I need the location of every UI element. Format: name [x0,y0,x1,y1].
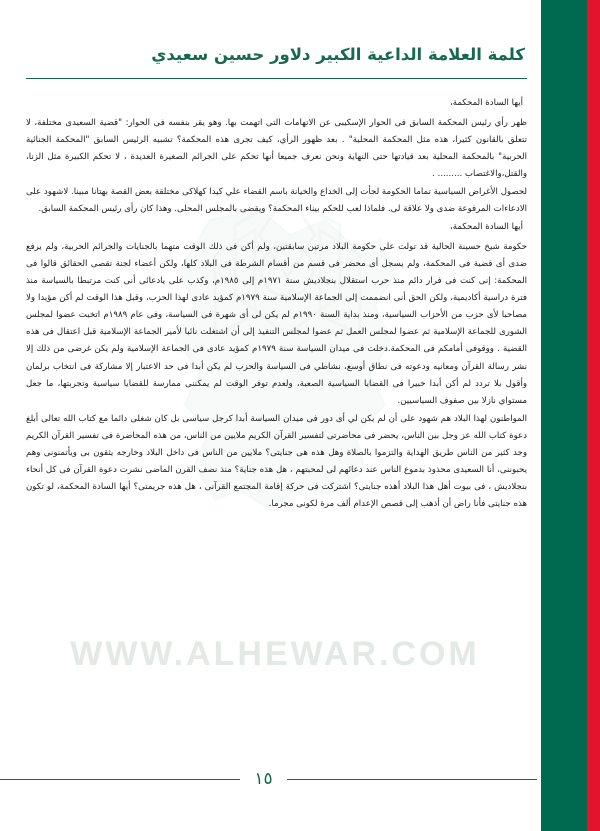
paragraph-4: المواطنون لهذا البلاد هم شهود على أن لم يكن لي أى دور فى ميدان السياسة أبدا كرجل سياسى بل كان شغلى دائما مع كتاب الله تعالى أبلغ دعوة كتاب الله عز وجل بين الناس، يحضر فى محاضرتى لتفسير القرآن الكريم ملايين من الناس، من هذه المحاضرة فى تفسير القرآن الكريم وجد كثير من الناس طريق الهداية والتزموا بالصلاة وهل هذه هى جنايتى؟ ملايين من الناس فى داخل البلاد وخارجه يثقون بى ويأتمنونى وهم يحبوننى، أنا السعيدى محذوذ بدموع الناس عند دعائهم لى لمحبتهم ، هل هذه جناية؟ منذ نصف القرن الماضى نشرت دعوة القرآن فى كل أنحاء بنجلاديش ، فى بيوت أهل هذا البلاد أهذه جنايتى؟ اشتركت فى حركة إقامة المجتمع القرآنى ، هل هذه جريمتى؟ أيها السادة المحكمة، لو تكون هذه جنايتى فأنا راض أن أذهب إلى قصص الإعدام ألف مرة لكونى مجرما. [26,413,527,509]
page-footer [0,769,541,789]
page-number: ١٥ [254,769,273,789]
title-divider [26,78,527,79]
paragraph-salutation-1: أيها السادة المحكمة، [449,98,523,109]
footer-rule-left [0,779,240,780]
paragraph-2: لحصول الأغراض السياسية تماما الحكومة لجأت إلى الخداع والخيانة باسم القضاء علي كيدا كهلاكى مختلقة بعض القصة بهتانا مبينا. لاشهود على الادعاءات المرفوعة ضدى ولا علاقة لى. فلماذا لعب للحكم بيناء المحكمة؟ ويقضى بالمجلس المحلى. وهذا كان رأى رئيس المحكمة السابق. [26,187,527,215]
paragraph-1: ظهر رأي رئيس المحكمة السابق فى الحوار الإسكيبى عن الاتهامات التى اتهمت بها. وهو يقر بنفسه فى الحوار: "قضية السعيدى مختلفة، لا تتعلق بالقانون كثيرا، هذه مثل المحكمة المحلية" . بعد ظهور الرأي، كيف تجرى هذه المحكمة؟ تشبيه الرئيس السابق "المحكمة الجنائية الحربية" بالمحكمة المحلية بعد قيادتها حتى النهاية ونحن نعرف جميعا أنها تحكم على الجرائم الصغيرة العديدة ، لا تحكم الكبيرة مثل الزنا، والقتل،والاغتصاب ......... . [26,118,527,180]
body-text-block [26,95,527,512]
edge-bar-red [587,0,600,831]
site-watermark-text: WWW.ALHEWAR.COM [70,635,480,673]
footer-rule-right [287,779,537,780]
paragraph-salutation-2: أيها السادة المحكمة، [449,222,523,233]
edge-decoration-bars [541,0,600,831]
page-title: كلمة العلامة الداعية الكبير دلاور حسين سعيدي [151,45,525,64]
paragraph-3: حكومة شيخ حسينة الحالية قد تولت على حكومة البلاد مرتين سابقتين، ولم أكن فى ذلك الوقت متهما بالجنايات والجرائم الحربية، ولم يرفع ضدى أى قضية فى المحكمة، ولم يسجل أى محضر فى قسم من أقسام الشرطة فى البلاد كلها، ولكن أعضاء لجنة تقصى الحقائق قالوا فى المحكمة: إنى كنت فى فرار دائم منذ حرب استقلال بنجلاديش سنة ١٩٧١م إلى ١٩٨٥م، وكذب على يادعائى أنى كنت مرتبطا بالسياسة منذ فترة دراسية أكاديمية، ولكن الحق أنى انضممت إلى الجماعة الإسلامية سنة ١٩٧٩م كمؤيد عادى لهذا الحزب، وقبل هذا الوقت لم أكن مؤيدا ولا مصاحبا لأى حزب من الأحزاب السياسية، ومنذ بداية السنة ١٩٩٠م لم يكن لى أى شهرة فى السياسة، وفى عام ١٩٨٩م اتخبت عضوا لمجلس الشورى للجماعة الإسلامية ثم عضوا لمجلس العمل ثم عضوا لمجلس التنفيذ إلى أن اشتغلت نائبا لأمير الجماعة الإسلامية قبل اعتقال فى هذه القضية . ووقوفى أمامكم فى المحكمة.دخلت فى ميدان السياسة سنة ١٩٧٩م كمؤيد عادى فى الجماعة الإسلامية ولم يكن غرضى من ذلك إلا نشر رسالة القرآن ومعانيه ودعوته فى نطاق أوسع، نشاطي فى السياسة والحزب لم يكن أبدا فى حد الاعتبار إلا مشاركة فى انتخاب برلمان وأقول بلا تردد لم أكن أبدا خبيرا فى القضايا السياسية الصعبة، ولعدم توفر الوقت لم يمكننى ممارسة للقضايا سياسية وتجربتها، ما جعل مستواي نازلا بين صفوف السياسيين. [26,242,528,406]
header-block [26,0,527,79]
edge-bar-green [541,0,587,831]
